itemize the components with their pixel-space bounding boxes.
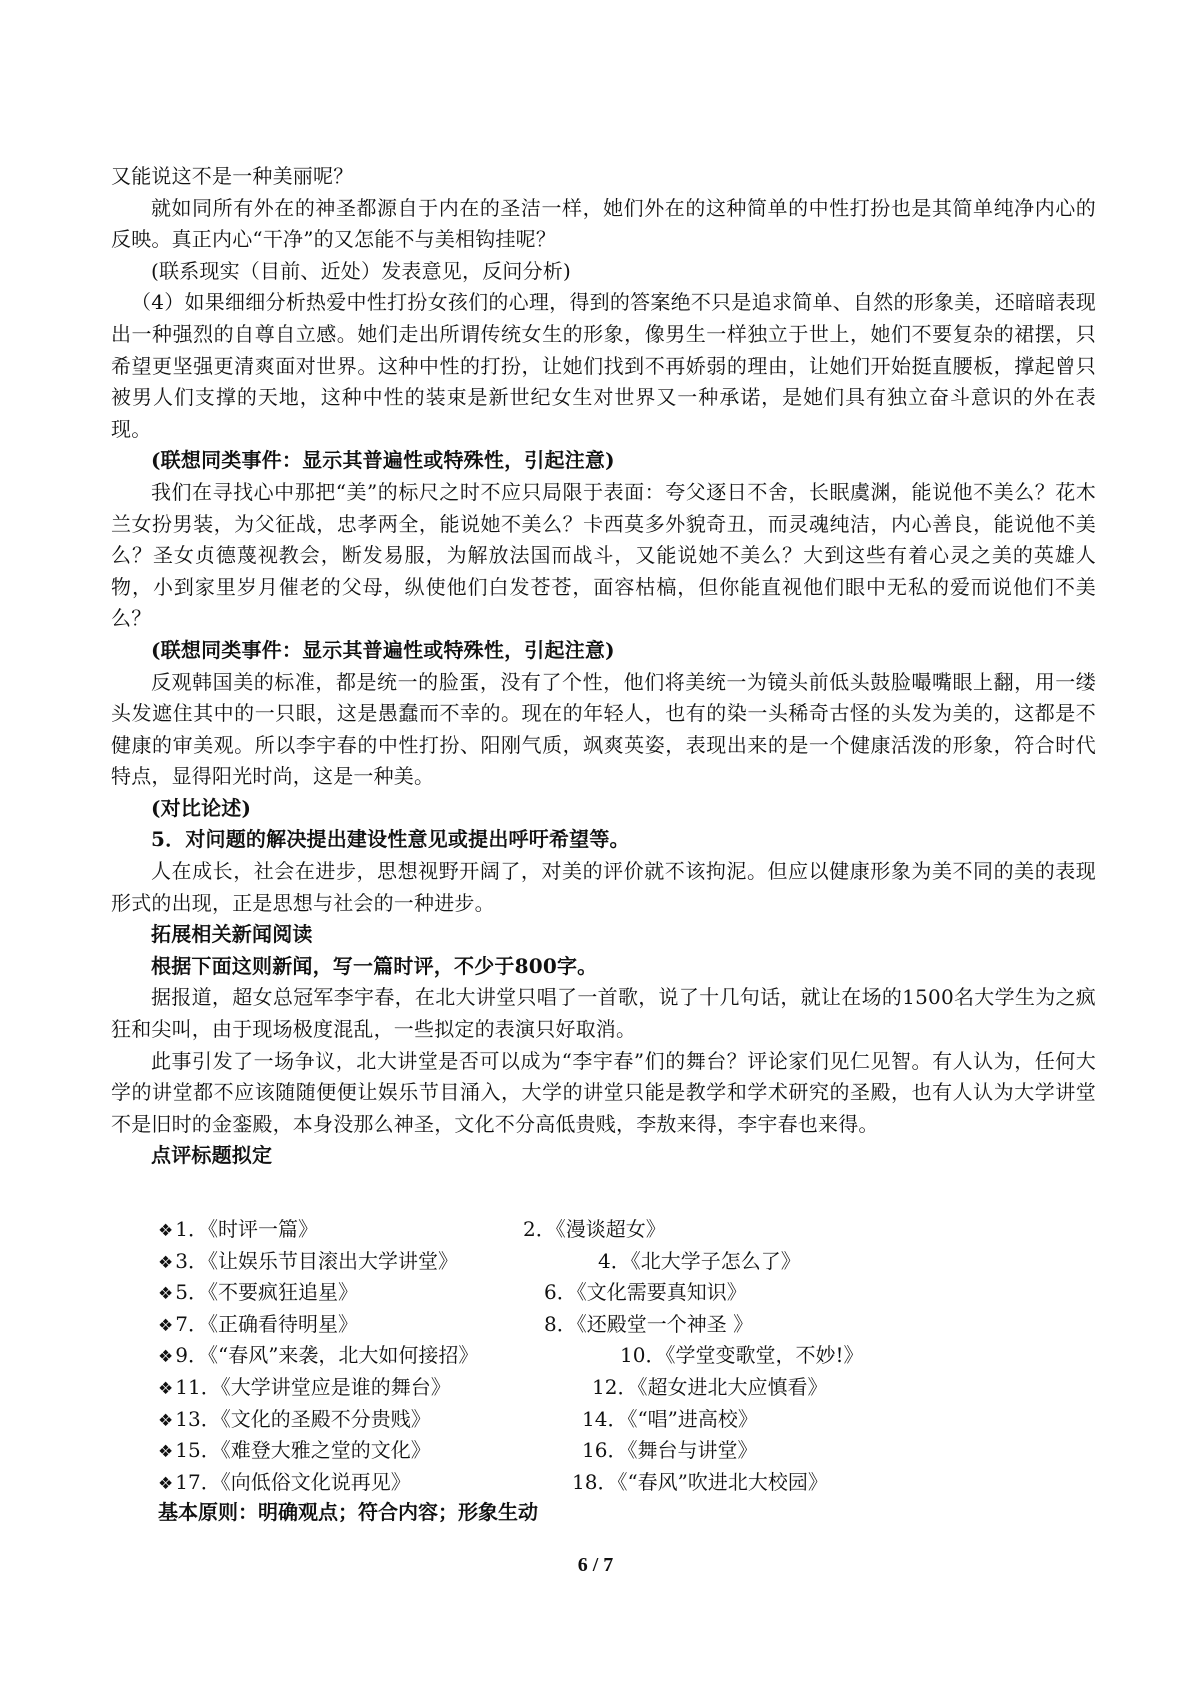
title-row — [158, 1246, 1058, 1278]
title-row — [158, 1372, 1058, 1404]
paragraph-korean-standard: 反观韩国美的标准，都是统一的脸蛋，没有了个性，他们将美统一为镜头前低头鼓脸嘬嘴眼上翻，用一缕头发遮住其中的一只眼，这是愚蠢而不幸的。现在的年轻人，也有的染一头稀奇古怪的头发为美的，这都是不健康的审美观。所以李宇春的中性打扮、阳刚气质，飒爽英姿，表现出来的是一个健康活泼的形象，符合时代特点，显得阳光时尚，这是一种美。 — [111, 669, 1096, 789]
title-item: ❖ 11．《大学讲堂应是谁的舞台》 — [158, 1372, 451, 1406]
diamond-bullet-icon: ❖ — [158, 1410, 174, 1431]
heading-assignment: 根据下面这则新闻，写一篇时评，不少于800字。 — [151, 953, 598, 978]
title-item: 8．《还殿堂一个神圣 》 — [544, 1311, 754, 1336]
title-row — [158, 1435, 1058, 1467]
paragraph-controversy: 此事引发了一场争议，北大讲堂是否可以成为“李宇春”们的舞台？评论家们见仁见智。有人认为，任何大学的讲堂都不应该随随便便让娱乐节目涌入，大学的讲堂只能是教学和学术研究的圣殿，也有人认为大学讲堂不是旧时的金銮殿，本身没那么神圣，文化不分高低贵贱，李敖来得，李宇春也来得。 — [111, 1048, 1096, 1136]
title-item: ❖ 1．《时评一篇》 — [158, 1214, 318, 1248]
title-row — [158, 1309, 1058, 1341]
diamond-bullet-icon: ❖ — [158, 1347, 174, 1368]
annotation-similar-events-1: (联想同类事件：显示其普遍性或特殊性，引起注意) — [151, 448, 615, 473]
title-item: ❖ 17．《向低俗文化说再见》 — [158, 1467, 411, 1501]
annotation-reality: (联系现实（目前、近处）发表意见，反问分析) — [151, 258, 572, 283]
title-item: 14．《“唱”进高校》 — [582, 1406, 758, 1431]
annotation-contrast: (对比论述) — [151, 795, 252, 820]
heading-news-reading: 拓展相关新闻阅读 — [151, 922, 313, 947]
title-row — [158, 1214, 1058, 1246]
page-number: 6 / 7 — [577, 1554, 614, 1576]
diamond-bullet-icon: ❖ — [158, 1442, 174, 1463]
title-row — [158, 1404, 1058, 1436]
paragraph-standard-of-beauty: 我们在寻找心中那把“美”的标尺之时不应只局限于表面：夸父逐日不舍，长眠虞渊，能说他不美么？花木兰女扮男装，为父征战，忠孝两全，能说她不美么？卡西莫多外貌奇丑，而灵魂纯洁，内心善良，能说他不美么？圣女贞德蔑视教会，断发易服，为解放法国而战斗，又能说她不美么？大到这些有着心灵之美的英雄人物，小到家里岁月催老的父母，纵使他们白发苍苍，面容枯槁，但你能直视他们眼中无私的爱而说他们不美么？ — [111, 479, 1096, 631]
paragraph-inner-purity: 就如同所有外在的神圣都源自于内在的圣洁一样，她们外在的这种简单的中性打扮也是其简单纯净内心的反映。真正内心“干净”的又怎能不与美相钩挂呢？ — [111, 195, 1096, 252]
paragraph-beauty-question: 又能说这不是一种美丽呢？ — [111, 164, 354, 188]
diamond-bullet-icon: ❖ — [158, 1284, 174, 1305]
title-row — [158, 1277, 1058, 1309]
title-item: 18．《“春风”吹进北大校园》 — [572, 1469, 828, 1494]
diamond-bullet-icon: ❖ — [158, 1315, 174, 1336]
title-item: 4．《北大学子怎么了》 — [598, 1248, 801, 1273]
title-item: ❖ 5．《不要疯狂追星》 — [158, 1277, 358, 1311]
title-row — [158, 1467, 1058, 1499]
heading-title-review: 点评标题拟定 — [151, 1143, 273, 1168]
diamond-bullet-icon: ❖ — [158, 1473, 174, 1494]
diamond-bullet-icon: ❖ — [158, 1252, 174, 1273]
diamond-bullet-icon: ❖ — [158, 1221, 174, 1241]
title-item: 16．《舞台与讲堂》 — [582, 1438, 758, 1463]
title-list — [158, 1214, 1058, 1498]
paragraph-news-report: 据报道，超女总冠军李宇春，在北大讲堂只唱了一首歌，说了十几句话，就让在场的1500名大学生为之疯狂和尖叫，由于现场极度混乱，一些拟定的表演只好取消。 — [111, 985, 1096, 1042]
title-item: 12．《超女进北大应慎看》 — [592, 1374, 828, 1399]
title-item: ❖ 9．《“春风”来袭，北大如何接招》 — [158, 1340, 478, 1374]
title-item: 6．《文化需要真知识》 — [544, 1280, 747, 1305]
title-item: ❖ 15．《难登大雅之堂的文化》 — [158, 1435, 431, 1469]
paragraph-conclusion: 人在成长，社会在进步，思想视野开阔了，对美的评价就不该拘泥。但应以健康形象为美不同的美的表现形式的出现，正是思想与社会的一种进步。 — [111, 859, 1096, 915]
title-row — [158, 1340, 1058, 1372]
document-body — [111, 161, 1096, 1172]
title-item: ❖ 13．《文化的圣殿不分贵贱》 — [158, 1404, 431, 1438]
annotation-similar-events-2: (联想同类事件：显示其普遍性或特殊性，引起注意) — [151, 637, 615, 662]
basic-principle: 基本原则：明确观点；符合内容；形象生动 — [158, 1500, 538, 1524]
heading-point-5: 5．对问题的解决提出建设性意见或提出呼吁希望等。 — [151, 827, 630, 852]
title-item: 10．《学堂变歌堂，不妙!》 — [620, 1343, 864, 1368]
diamond-bullet-icon: ❖ — [158, 1378, 174, 1399]
paragraph-point-4: （4）如果细细分析热爱中性打扮女孩们的心理，得到的答案绝不只是追求简单、自然的形象美，还暗暗表现出一种强烈的自尊自立感。她们走出所谓传统女生的形象，像男生一样独立于世上，她们不要复杂的裙摆，只希望更坚强更清爽面对世界。这种中性的打扮，让她们找到不再娇弱的理由，让她们开始挺直腰板，撑起曾只被男人们支撑的天地，这种中性的装束是新世纪女生对世界又一种承诺，是她们具有独立奋斗意识的外在表现。 — [111, 290, 1096, 441]
title-item: ❖ 3．《让娱乐节目滚出大学讲堂》 — [158, 1246, 458, 1280]
title-item: ❖ 7．《正确看待明星》 — [158, 1309, 358, 1343]
title-item: 2．《漫谈超女》 — [523, 1217, 666, 1241]
